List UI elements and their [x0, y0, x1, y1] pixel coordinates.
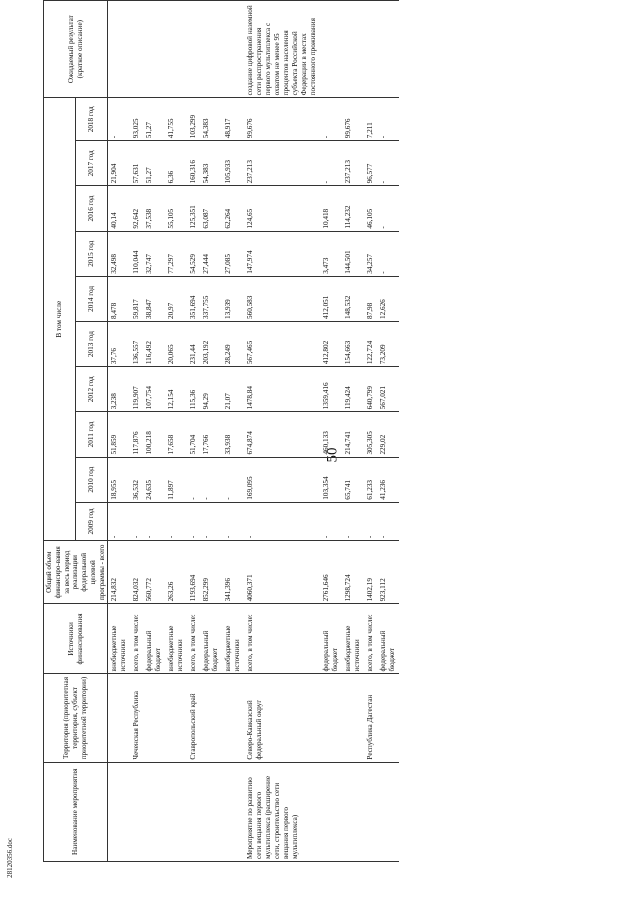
cell-source: внебюджетные источники: [342, 604, 364, 674]
cell-year-value: 214,741: [342, 412, 364, 457]
cell-result: [143, 1, 165, 98]
cell-year-value: 92,642: [130, 186, 143, 231]
cell-year-value: 3,473: [320, 231, 342, 276]
cell-total: 2761,646: [320, 541, 342, 604]
cell-total: 560,772: [143, 541, 165, 604]
table-row: [244, 1, 320, 862]
cell-year-value: 7,211: [364, 98, 377, 141]
cell-year-value: 115,36: [187, 367, 200, 412]
cell-year-value: -: [187, 502, 200, 540]
cell-year-value: -: [200, 502, 222, 540]
cell-source: федеральный бюджет: [143, 604, 165, 674]
cell-year-value: 169,095: [244, 457, 320, 502]
cell-year-value: 21,07: [222, 367, 244, 412]
cell-year-value: 1478,84: [244, 367, 320, 412]
cell-total: 4060,371: [244, 541, 320, 604]
cell-year-value: 17,658: [165, 412, 187, 457]
cell-year-value: 351,694: [187, 276, 200, 321]
cell-year-value: 412,802: [320, 321, 342, 366]
cell-total: 824,032: [130, 541, 143, 604]
table-row: [342, 1, 364, 862]
cell-territory: Республика Дагестан: [364, 674, 377, 762]
cell-year-value: 640,799: [364, 367, 377, 412]
cell-year-value: 237,213: [342, 141, 364, 186]
cell-year-value: 119,424: [342, 367, 364, 412]
cell-year-value: 103,354: [320, 457, 342, 502]
cell-year-value: 20,97: [165, 276, 187, 321]
cell-year-value: 12,154: [165, 367, 187, 412]
table-row: [320, 1, 342, 862]
cell-year-value: 33,938: [222, 412, 244, 457]
cell-name: [200, 762, 222, 861]
cell-year-value: 54,529: [187, 231, 200, 276]
cell-territory: [342, 674, 364, 762]
header-year: 2009 год: [76, 502, 108, 540]
cell-year-value: 103,299: [187, 98, 200, 141]
cell-result: [187, 1, 200, 98]
cell-year-value: 65,741: [342, 457, 364, 502]
cell-name: [320, 762, 342, 861]
cell-name: [364, 762, 377, 861]
cell-result: [342, 1, 364, 98]
header-name: Наименование мероприятия: [44, 762, 108, 861]
table-body: [108, 1, 400, 862]
cell-year-value: 160,316: [187, 141, 200, 186]
cell-year-value: 203,192: [200, 321, 222, 366]
cell-source: федеральный бюджет: [377, 604, 399, 674]
cell-year-value: 154,663: [342, 321, 364, 366]
cell-territory: [320, 674, 342, 762]
cell-year-value: 34,257: [364, 231, 377, 276]
table-row: [165, 1, 187, 862]
cell-year-value: 38,847: [143, 276, 165, 321]
cell-year-value: 73,209: [377, 321, 399, 366]
cell-year-value: 148,532: [342, 276, 364, 321]
header-year: 2018 год: [76, 98, 108, 141]
cell-source: всего, в том числе:: [244, 604, 320, 674]
cell-year-value: -: [377, 502, 399, 540]
header-total: Общий объем финансиро-вания за весь период реализации федеральной целевой программы - всего: [44, 541, 108, 604]
cell-year-value: 231,44: [187, 321, 200, 366]
cell-year-value: 87,98: [364, 276, 377, 321]
footer-filename: 28120356.doc: [6, 838, 14, 878]
cell-total: 1193,694: [187, 541, 200, 604]
cell-year-value: 51,859: [108, 412, 131, 457]
cell-year-value: 125,351: [187, 186, 200, 231]
cell-year-value: -: [377, 141, 399, 186]
table-row: [187, 1, 200, 862]
cell-year-value: 3,238: [108, 367, 131, 412]
cell-total: 1298,724: [342, 541, 364, 604]
cell-name: Мероприятие по развитию сети вещания первого мультиплекса (расширение сети, строительство сети вещания первого мультиплекса): [244, 762, 320, 861]
cell-year-value: 229,02: [377, 412, 399, 457]
cell-year-value: -: [165, 502, 187, 540]
cell-result: [320, 1, 342, 98]
cell-year-value: 37,76: [108, 321, 131, 366]
cell-year-value: 122,724: [364, 321, 377, 366]
cell-source: внебюджетные источники: [165, 604, 187, 674]
header-year: 2011 год: [76, 412, 108, 457]
cell-year-value: 18,955: [108, 457, 131, 502]
cell-total: 214,832: [108, 541, 131, 604]
cell-year-value: -: [377, 231, 399, 276]
cell-year-value: -: [377, 98, 399, 141]
cell-territory: [143, 674, 165, 762]
financing-table: [43, 0, 399, 862]
cell-total: 923,112: [377, 541, 399, 604]
cell-year-value: 21,904: [108, 141, 131, 186]
cell-year-value: 237,213: [244, 141, 320, 186]
cell-total: 1402,19: [364, 541, 377, 604]
cell-year-value: 54,383: [200, 98, 222, 141]
cell-year-value: 20,065: [165, 321, 187, 366]
cell-name: [108, 762, 131, 861]
cell-year-value: 13,939: [222, 276, 244, 321]
cell-year-value: 305,305: [364, 412, 377, 457]
cell-result: [200, 1, 222, 98]
cell-result: [108, 1, 131, 98]
cell-year-value: 337,755: [200, 276, 222, 321]
cell-year-value: 27,444: [200, 231, 222, 276]
header-year: 2016 год: [76, 186, 108, 231]
cell-year-value: -: [377, 186, 399, 231]
cell-year-value: 32,498: [108, 231, 131, 276]
header-year: 2014 год: [76, 276, 108, 321]
cell-year-value: -: [342, 502, 364, 540]
cell-source: внебюджетные источники: [108, 604, 131, 674]
cell-territory: [222, 674, 244, 762]
cell-name: [187, 762, 200, 861]
cell-year-value: 412,051: [320, 276, 342, 321]
cell-source: всего, в том числе:: [187, 604, 200, 674]
header-source: Источники финансирования: [44, 604, 108, 674]
cell-year-value: 32,747: [143, 231, 165, 276]
cell-result: [364, 1, 377, 98]
cell-source: внебюджетные источники: [222, 604, 244, 674]
cell-year-value: 1359,416: [320, 367, 342, 412]
cell-year-value: -: [364, 502, 377, 540]
header-year: 2012 год: [76, 367, 108, 412]
cell-year-value: 41,236: [377, 457, 399, 502]
cell-year-value: 100,218: [143, 412, 165, 457]
cell-territory: Ставропольский край: [187, 674, 200, 762]
table-row: [143, 1, 165, 862]
cell-year-value: -: [108, 98, 131, 141]
cell-year-value: 10,418: [320, 186, 342, 231]
cell-year-value: 144,501: [342, 231, 364, 276]
cell-total: 852,299: [200, 541, 222, 604]
cell-year-value: 46,105: [364, 186, 377, 231]
cell-year-value: 54,383: [200, 141, 222, 186]
cell-name: [222, 762, 244, 861]
cell-year-value: -: [222, 457, 244, 502]
cell-year-value: -: [222, 502, 244, 540]
cell-year-value: 51,27: [143, 141, 165, 186]
cell-year-value: 99,676: [244, 98, 320, 141]
cell-year-value: 57,631: [130, 141, 143, 186]
cell-year-value: 567,021: [377, 367, 399, 412]
header-year: 2017 год: [76, 141, 108, 186]
cell-year-value: 105,933: [222, 141, 244, 186]
cell-year-value: 11,897: [165, 457, 187, 502]
cell-year-value: -: [143, 502, 165, 540]
cell-year-value: 61,233: [364, 457, 377, 502]
cell-result: [130, 1, 143, 98]
cell-year-value: 567,465: [244, 321, 320, 366]
table-row: [108, 1, 131, 862]
table-row: [222, 1, 244, 862]
cell-source: федеральный бюджет: [200, 604, 222, 674]
cell-year-value: 77,297: [165, 231, 187, 276]
cell-year-value: 560,583: [244, 276, 320, 321]
cell-year-value: 51,27: [143, 98, 165, 141]
header-year: 2010 год: [76, 457, 108, 502]
cell-year-value: -: [320, 98, 342, 141]
header-in-that: В том числе: [44, 98, 76, 541]
cell-territory: Северо-Кавказский федеральный округ: [244, 674, 320, 762]
cell-year-value: -: [320, 502, 342, 540]
cell-year-value: 63,087: [200, 186, 222, 231]
cell-year-value: 117,876: [130, 412, 143, 457]
cell-source: всего, в том числе:: [130, 604, 143, 674]
cell-year-value: 55,105: [165, 186, 187, 231]
cell-territory: [165, 674, 187, 762]
cell-territory: [200, 674, 222, 762]
cell-year-value: 147,974: [244, 231, 320, 276]
cell-year-value: 460,133: [320, 412, 342, 457]
cell-year-value: 36,532: [130, 457, 143, 502]
cell-source: всего, в том числе:: [364, 604, 377, 674]
header-year: 2015 год: [76, 231, 108, 276]
table-row: [130, 1, 143, 862]
cell-year-value: -: [108, 502, 131, 540]
cell-year-value: 41,755: [165, 98, 187, 141]
cell-year-value: 24,635: [143, 457, 165, 502]
header-result: Ожидаемый результат (краткое описание): [44, 1, 108, 98]
cell-name: [143, 762, 165, 861]
cell-year-value: 40,14: [108, 186, 131, 231]
cell-year-value: 96,577: [364, 141, 377, 186]
cell-year-value: 110,044: [130, 231, 143, 276]
cell-year-value: 136,557: [130, 321, 143, 366]
table-row: [200, 1, 222, 862]
cell-year-value: 28,249: [222, 321, 244, 366]
rotated-table-container: [43, 0, 595, 862]
cell-total: 341,396: [222, 541, 244, 604]
cell-year-value: 99,676: [342, 98, 364, 141]
cell-year-value: -: [200, 457, 222, 502]
cell-name: [342, 762, 364, 861]
cell-result: [165, 1, 187, 98]
cell-name: [130, 762, 143, 861]
header-year: 2013 год: [76, 321, 108, 366]
cell-year-value: 48,917: [222, 98, 244, 141]
cell-year-value: 37,538: [143, 186, 165, 231]
cell-year-value: 62,264: [222, 186, 244, 231]
cell-year-value: 114,232: [342, 186, 364, 231]
cell-year-value: 51,704: [187, 412, 200, 457]
cell-year-value: 93,025: [130, 98, 143, 141]
cell-result: [222, 1, 244, 98]
cell-year-value: 17,766: [200, 412, 222, 457]
cell-total: 263,26: [165, 541, 187, 604]
cell-year-value: 124,65: [244, 186, 320, 231]
header-territory: Территория (приоритетная территория, субъект приоритетной территории): [44, 674, 108, 762]
cell-year-value: 27,085: [222, 231, 244, 276]
cell-territory: Чеченская Республика: [130, 674, 143, 762]
page-number: 50: [324, 447, 341, 463]
cell-year-value: 116,492: [143, 321, 165, 366]
cell-year-value: 674,874: [244, 412, 320, 457]
cell-year-value: 107,754: [143, 367, 165, 412]
cell-year-value: -: [320, 141, 342, 186]
table-row: [364, 1, 377, 862]
table-row: [377, 1, 399, 862]
cell-year-value: -: [244, 502, 320, 540]
cell-name: [377, 762, 399, 861]
cell-result: [377, 1, 399, 98]
cell-year-value: 119,907: [130, 367, 143, 412]
cell-result: создание цифровой наземной сети распространения первого мультиплекса с охватом не менее 95 процентов населения субъекта Российской Федерации в местах постоянного проживания: [244, 1, 320, 98]
cell-territory: [108, 674, 131, 762]
cell-year-value: 59,817: [130, 276, 143, 321]
cell-year-value: 94,29: [200, 367, 222, 412]
cell-name: [165, 762, 187, 861]
cell-territory: [377, 674, 399, 762]
cell-year-value: 6,36: [165, 141, 187, 186]
cell-year-value: -: [130, 502, 143, 540]
cell-year-value: -: [187, 457, 200, 502]
cell-year-value: 8,478: [108, 276, 131, 321]
cell-source: федеральный бюджет: [320, 604, 342, 674]
cell-year-value: 12,626: [377, 276, 399, 321]
